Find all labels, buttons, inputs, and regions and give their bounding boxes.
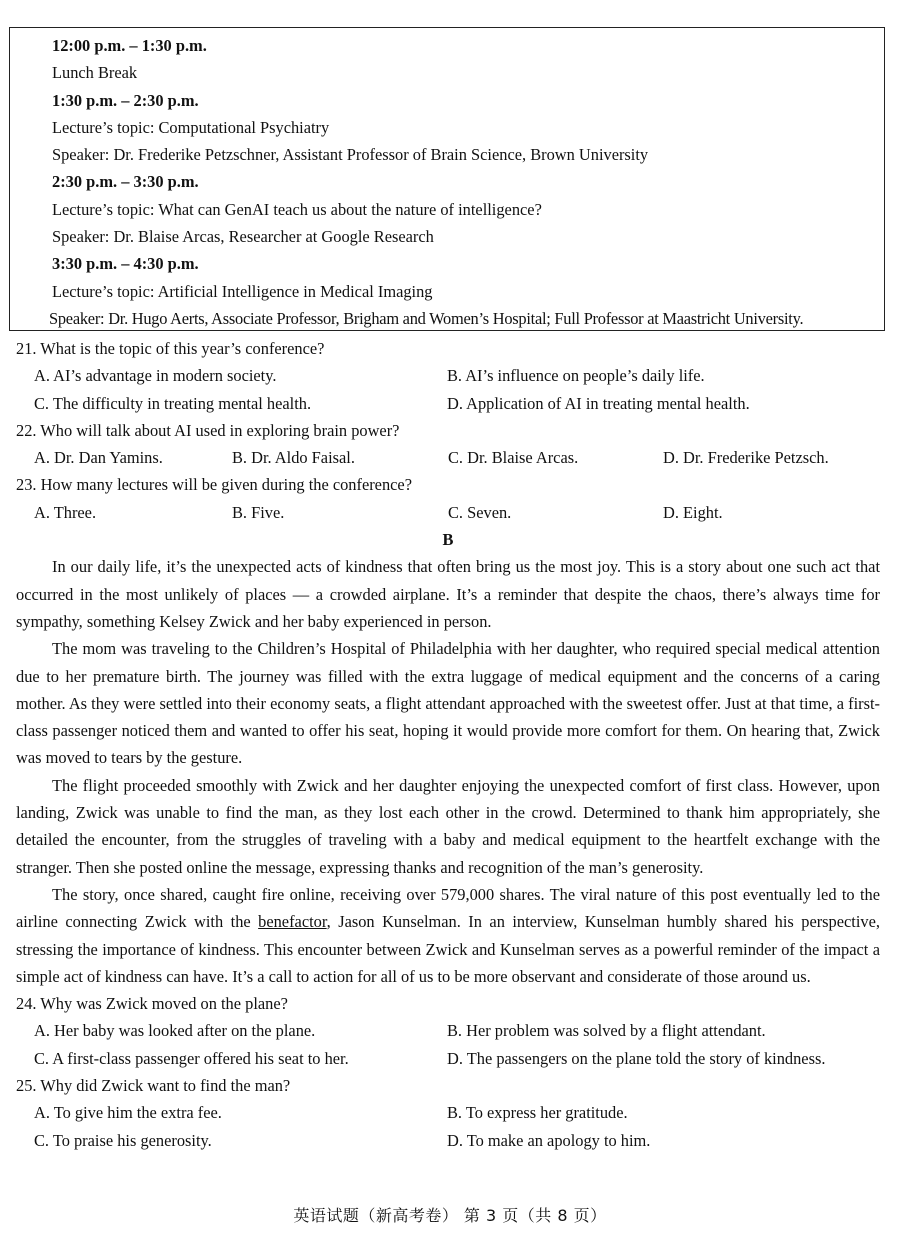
passage-paragraph (16, 881, 880, 990)
passage-paragraph: The mom was traveling to the Children’s Hospital of Philadelphia with her daughter, who required special medical attention due to her premature birth. The journey was filled with the extra luggage of medical equipment and the concerns of a caring mother. As they were settled into their economy seats, a flight attendant approached with the sweetest offer. Just at that time, a first-class passenger noticed them and wanted to offer his seat, hoping it would provide more comfort for them. On hearing that, Zwick was moved to tears by the gesture. (16, 639, 880, 768)
option: A. To give him the extra fee. (34, 1103, 222, 1123)
option: B. AI’s influence on people’s daily life. (447, 366, 705, 386)
section-heading: B (442, 530, 454, 550)
question-options (16, 1045, 880, 1072)
option: C. A first-class passenger offered his seat to her. (34, 1048, 349, 1068)
option: B. To express her gratitude. (447, 1103, 628, 1123)
option: C. The difficulty in treating mental health. (34, 393, 312, 413)
schedule-time: 12:00 p.m. – 1:30 p.m. (52, 36, 207, 55)
paragraph-text: , Jason Kunselman. In an interview, Kunselman humbly shared his perspective, stressing the importance of kindness. This encounter between Zwick and Kunselman serves as a powerful reminder of the impact a simple act of kindness can have. It’s a call to action for all of us to be more observant and considerate of those around us. (16, 912, 880, 986)
schedule-line: Lunch Break (52, 63, 138, 83)
schedule-time: 1:30 p.m. – 2:30 p.m. (52, 90, 199, 110)
underlined-word: benefactor (258, 912, 327, 932)
paragraph-text: The story, once shared, caught fire online, receiving over 579,000 shares. The viral nature of this post eventually led to the airline connecting Zwick with the (16, 884, 880, 932)
option: D. The passengers on the plane told the story of kindness. (447, 1048, 826, 1068)
question-stem: 24. Why was Zwick moved on the plane? (16, 994, 288, 1014)
option: A. AI’s advantage in modern society. (34, 366, 277, 386)
question-stem: 25. Why did Zwick want to find the man? (16, 1076, 291, 1096)
question-stem: 21. What is the topic of this year’s conference? (16, 339, 325, 358)
question-options (16, 1017, 880, 1044)
passage-paragraph: In our daily life, it’s the unexpected acts of kindness that often bring us the most joy. This is a story about one such act that occurred in the most unlikely of places — a crowded airplane. It’s a reminder that despite the chaos, there’s always time for sympathy, something Kelsey Zwick and her baby experienced in person. (16, 557, 880, 631)
option: D. Application of AI in treating mental health. (447, 393, 750, 413)
schedule-line: Lecture’s topic: What can GenAI teach us about the nature of intelligence? (52, 199, 542, 219)
question-options (16, 499, 880, 526)
schedule-line: Speaker: Dr. Blaise Arcas, Researcher at Google Research (52, 227, 434, 247)
page-footer: 英语试题（新高考卷） 第 3 页（共 8 页） (293, 1206, 607, 1225)
schedule-line: Lecture’s topic: Artificial Intelligence in Medical Imaging (52, 281, 433, 301)
schedule-time: 3:30 p.m. – 4:30 p.m. (52, 254, 199, 274)
question-options (16, 1127, 880, 1154)
question-options (16, 444, 880, 471)
question-options (16, 390, 880, 417)
option: A. Her baby was looked after on the plane. (34, 1021, 316, 1041)
question-options (16, 1099, 880, 1126)
option: A. Three. (34, 502, 97, 522)
option: B. Dr. Aldo Faisal. (232, 448, 355, 468)
option: B. Her problem was solved by a flight attendant. (447, 1021, 766, 1041)
exam-content (16, 335, 880, 1154)
option: D. Eight. (663, 502, 723, 522)
schedule-line: Lecture’s topic: Computational Psychiatry (52, 117, 330, 137)
option: D. Dr. Frederike Petzsch. (663, 448, 829, 468)
passage-paragraph: The flight proceeded smoothly with Zwick and her daughter enjoying the unexpected comfort of first class. However, upon landing, Zwick was unable to find the man, as they lost each other in the crowd. Determined to thank him appropriately, she detailed the encounter, from the struggles of traveling with a baby and medical equipment to the heartfelt exchange with the stranger. Then she posted online the message, expressing thanks and recognition of the man’s generosity. (16, 775, 880, 877)
option: A. Dr. Dan Yamins. (34, 448, 163, 468)
question-stem: 22. Who will talk about AI used in exploring brain power? (16, 420, 400, 440)
question-options (16, 362, 880, 389)
schedule-time: 2:30 p.m. – 3:30 p.m. (52, 172, 199, 192)
option: B. Five. (232, 502, 285, 522)
option: C. To praise his generosity. (34, 1130, 212, 1150)
option: D. To make an apology to him. (447, 1130, 651, 1150)
option: C. Dr. Blaise Arcas. (448, 448, 579, 468)
schedule-line: Speaker: Dr. Frederike Petzschner, Assistant Professor of Brain Science, Brown University (52, 145, 649, 165)
schedule-line: Speaker: Dr. Hugo Aerts, Associate Professor, Brigham and Women’s Hospital; Full Professor at Maastricht University. (49, 308, 804, 328)
question-stem: 23. How many lectures will be given during the conference? (16, 475, 412, 495)
option: C. Seven. (448, 502, 512, 522)
schedule-box (9, 27, 885, 331)
